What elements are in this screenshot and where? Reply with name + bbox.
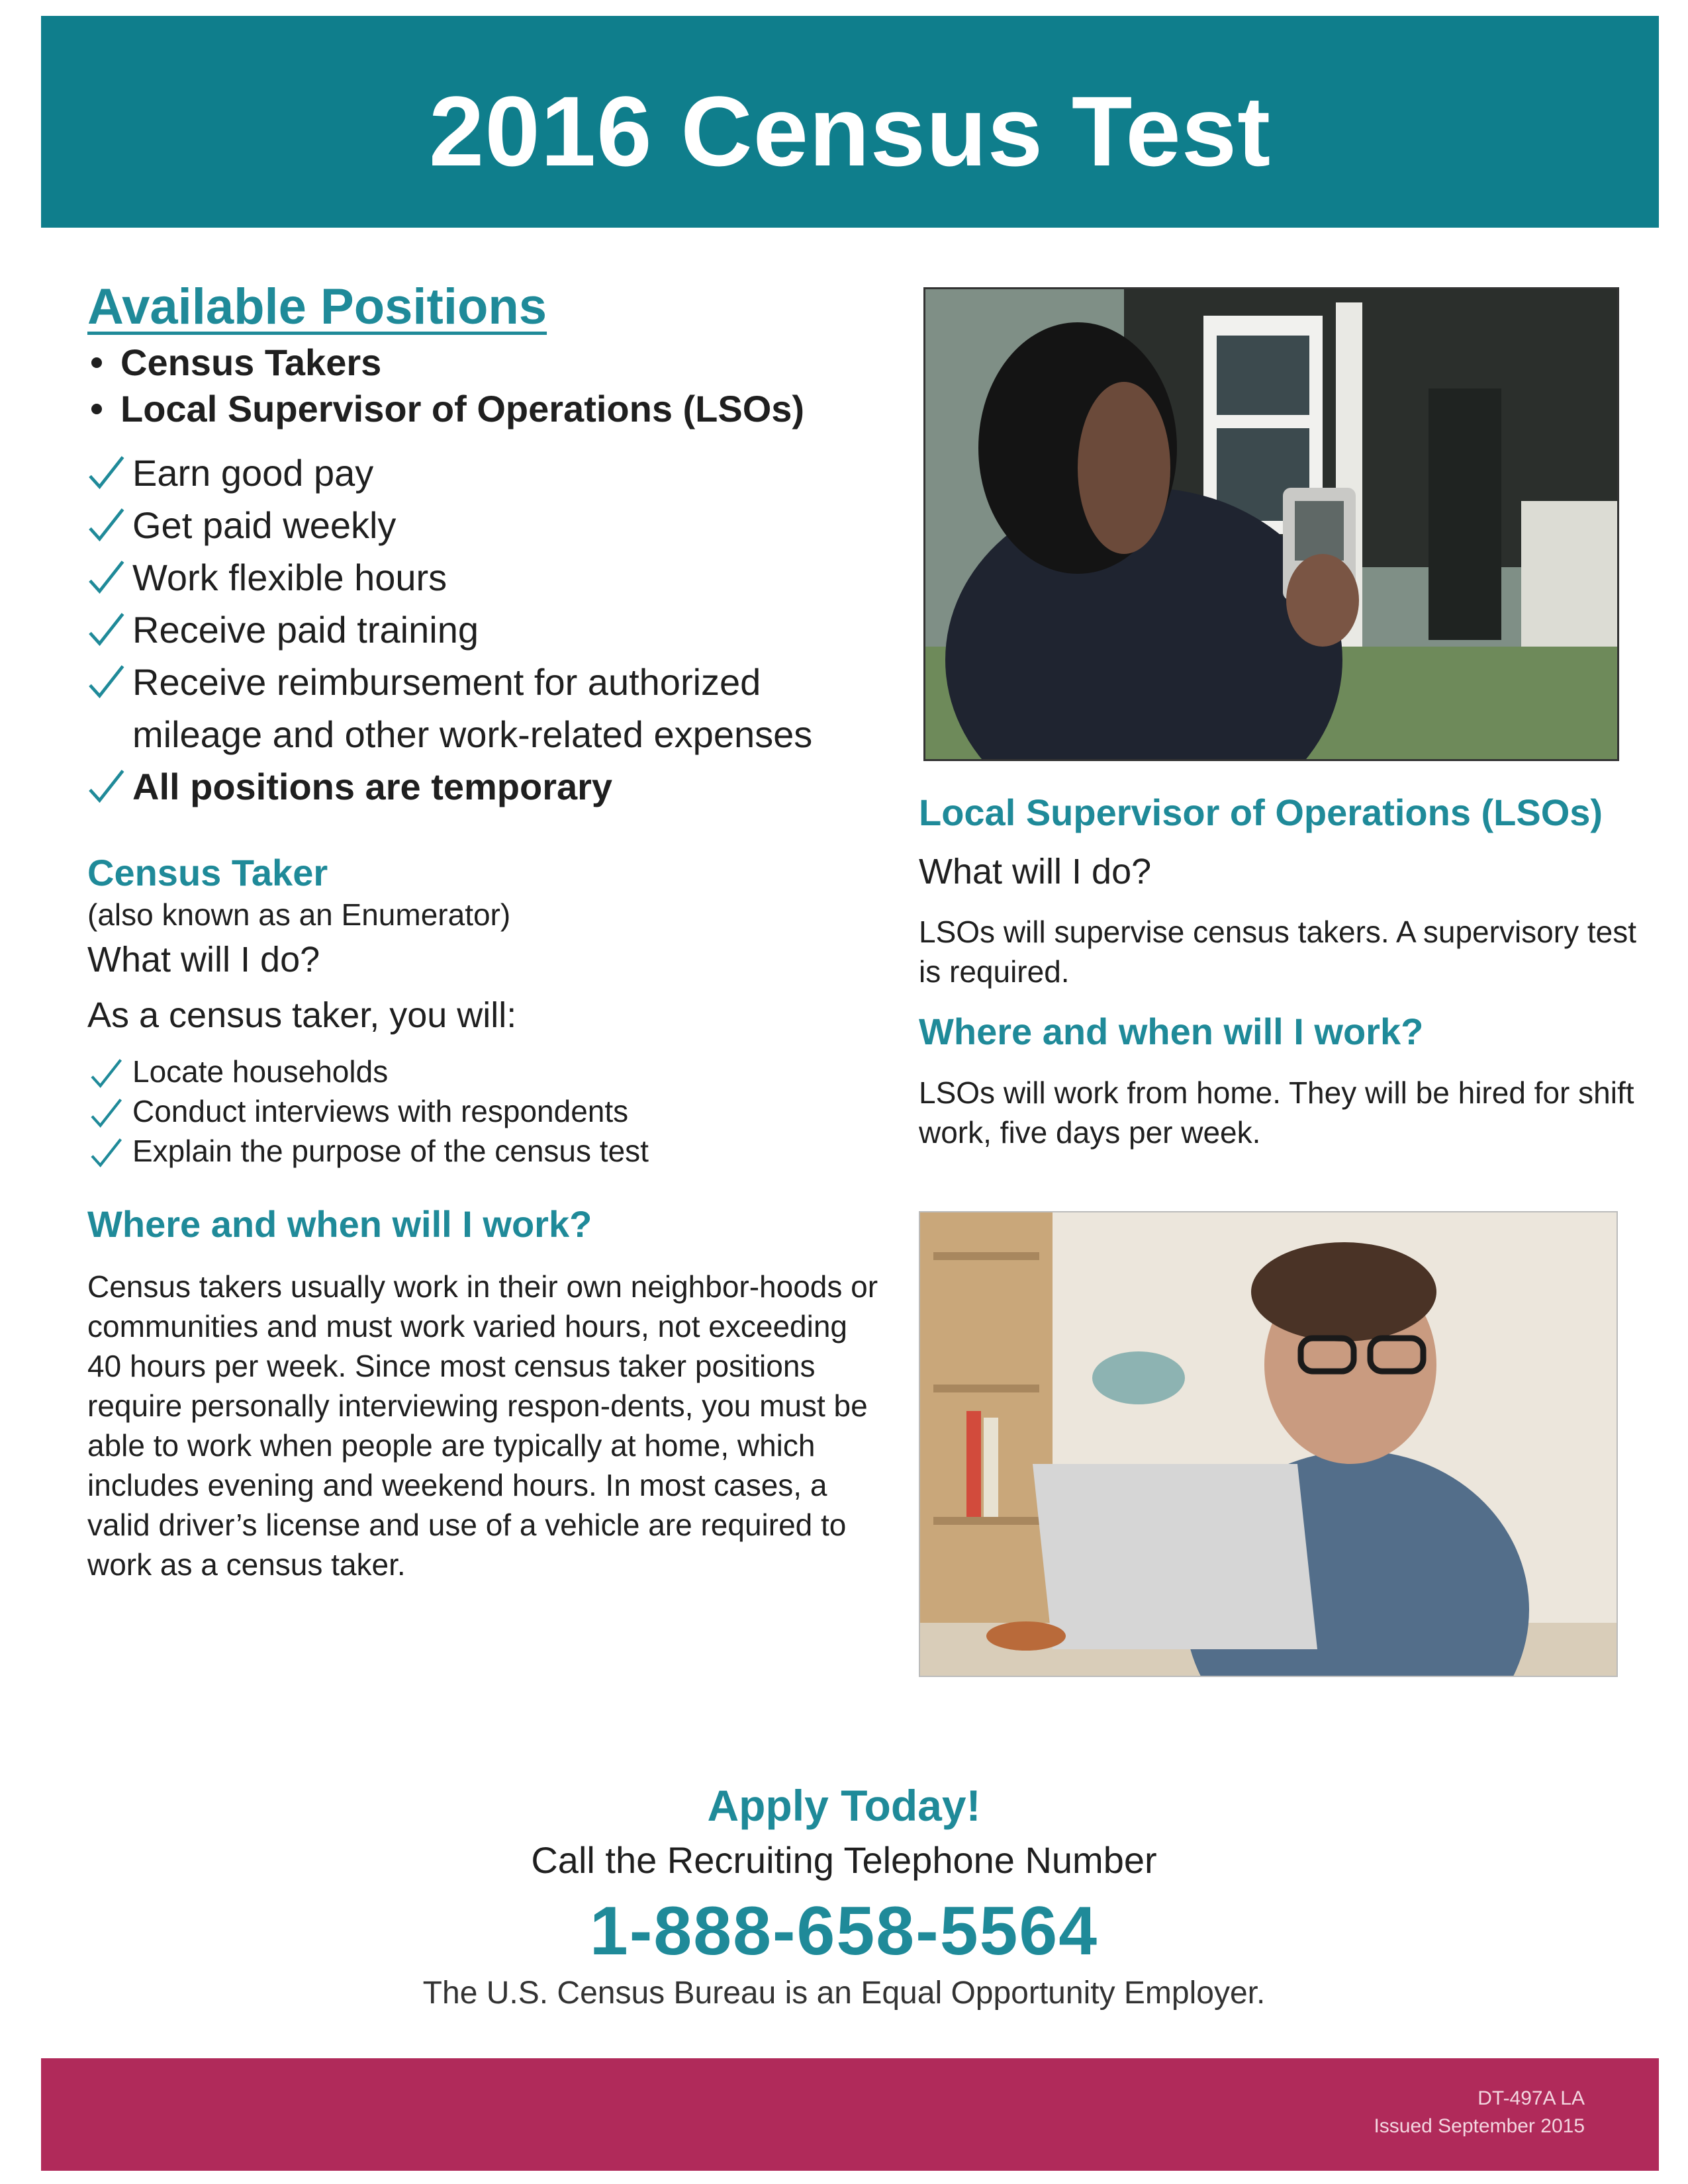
census-taker-question: What will I do?: [87, 940, 320, 979]
duties-list: [87, 1052, 888, 1171]
checkmark-icon: [85, 555, 127, 598]
list-item: Receive paid training: [132, 604, 888, 656]
list-item: Locate households: [132, 1052, 888, 1091]
list-item: Local Supervisor of Operations (LSOs): [120, 386, 888, 432]
lso-heading: Local Supervisor of Operations (LSOs): [919, 792, 1603, 833]
header-band: [41, 16, 1659, 228]
lso-question: What will I do?: [919, 852, 1152, 891]
list-item: Conduct interviews with respondents: [132, 1091, 888, 1131]
benefits-list: [87, 447, 888, 813]
checkmark-icon: [87, 1094, 124, 1131]
form-id: DT-497A LA: [1477, 2087, 1585, 2109]
checkmark-icon: [85, 764, 127, 807]
list-item: Census Takers: [120, 340, 888, 386]
census-taker-where-text: Census takers usually work in their own neighbor-hoods or communities and must work varied hours, not exceeding 40 hours per week. Since most census taker positions require personally interviewing respon-dents, you must be able to work when people are typically at home, which includes evening and weekend hours. In most cases, a valid driver’s license and use of a vehicle are required to work as a census taker.: [87, 1269, 878, 1582]
census-taker-where-heading: Where and when will I work?: [87, 1203, 592, 1245]
bullet-icon: [91, 357, 102, 368]
checkmark-icon: [85, 608, 127, 650]
list-item: Get paid weekly: [132, 499, 888, 551]
census-taker-aka: (also known as an Enumerator): [87, 897, 511, 932]
issued-date: Issued September 2015: [1374, 2115, 1585, 2137]
list-item: Earn good pay: [132, 447, 888, 499]
laptop-worker-image-icon: [920, 1212, 1617, 1676]
census-taker-heading: Census Taker: [87, 852, 328, 893]
census-taker-section: [87, 851, 888, 1584]
photo-man-at-laptop: [919, 1211, 1618, 1677]
apply-section: [0, 1780, 1688, 2011]
census-taker-intro: As a census taker, you will:: [87, 995, 517, 1035]
checkmark-icon: [85, 503, 127, 545]
equal-opportunity-statement: The U.S. Census Bureau is an Equal Opportunity Employer.: [422, 1976, 1266, 2011]
available-positions-heading: Available Positions: [87, 279, 547, 335]
checkmark-icon: [87, 1054, 124, 1091]
bullet-icon: [91, 404, 102, 414]
list-item: Explain the purpose of the census test: [132, 1131, 888, 1171]
form-info: [1374, 2085, 1585, 2140]
list-item: All positions are temporary: [132, 760, 888, 813]
lso-section: [919, 791, 1647, 1152]
census-taker-image-icon: [925, 289, 1617, 759]
list-item: Receive reimbursement for authorized mileage and other work-related expenses: [132, 656, 888, 760]
lso-description: LSOs will supervise census takers. A supervisory test is required.: [919, 915, 1636, 989]
apply-heading: Apply Today!: [707, 1781, 981, 1830]
checkmark-icon: [87, 1134, 124, 1171]
footer-band: [41, 2058, 1659, 2171]
positions-list: [87, 340, 888, 432]
page-title: 2016 Census Test: [428, 75, 1272, 187]
recruiting-phone-number[interactable]: 1-888-658-5564: [589, 1893, 1099, 1970]
list-item: Work flexible hours: [132, 551, 888, 604]
checkmark-icon: [85, 451, 127, 493]
lso-where-text: LSOs will work from home. They will be hired for shift work, five days per week.: [919, 1075, 1634, 1150]
apply-call-text: Call the Recruiting Telephone Number: [531, 1839, 1157, 1881]
left-column: [87, 278, 888, 1584]
lso-where-heading: Where and when will I work?: [919, 1011, 1424, 1052]
checkmark-icon: [85, 660, 127, 702]
photo-census-taker: [923, 287, 1619, 761]
